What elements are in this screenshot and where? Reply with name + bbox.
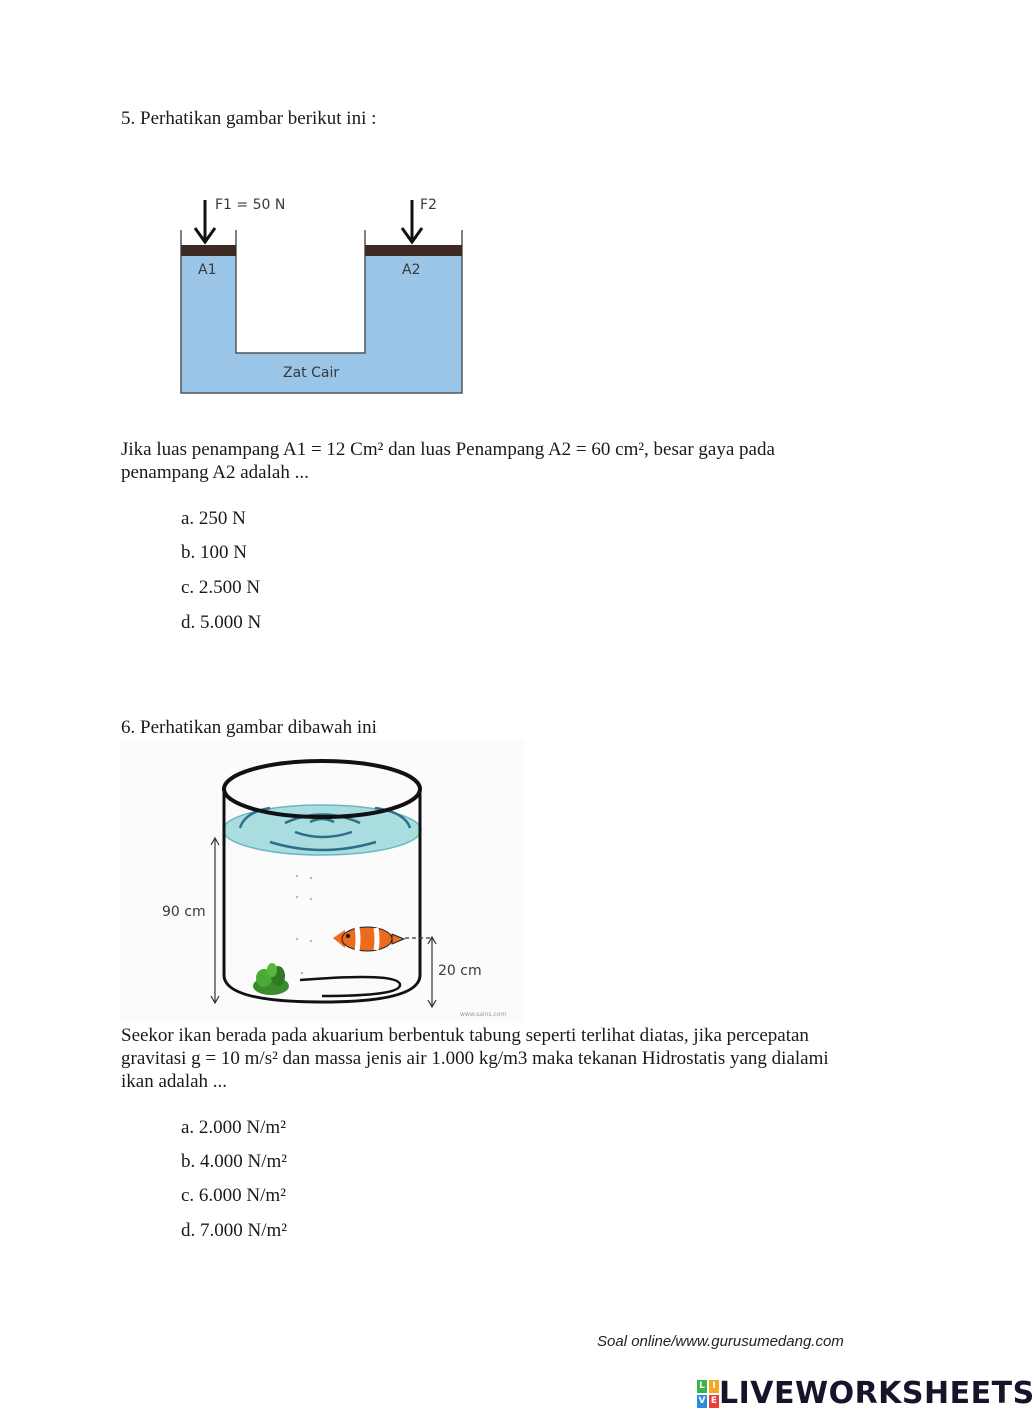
label-height-total: 90 cm — [162, 904, 206, 920]
q5-option-c[interactable]: c. 2.500 N — [181, 577, 261, 598]
q6-option-c[interactable]: c. 6.000 N/m² — [181, 1185, 286, 1206]
question-5-title: 5. Perhatikan gambar berikut ini : — [121, 108, 377, 129]
question-5-text-line-2: penampang A2 adalah ... — [121, 462, 309, 483]
container-divider — [236, 230, 365, 353]
label-f1: F1 = 50 N — [215, 197, 286, 213]
piston-a1 — [181, 245, 236, 256]
label-height-fish: 20 cm — [438, 963, 482, 979]
label-a2: A2 — [402, 262, 421, 278]
badge-letter-i: I — [709, 1380, 719, 1393]
piston-a2 — [365, 245, 462, 256]
q5-option-a[interactable]: a. 250 N — [181, 508, 246, 529]
question-5-text-line-1: Jika luas penampang A1 = 12 Cm² dan luas Penampang A2 = 60 cm², besar gaya pada — [121, 439, 775, 460]
q6-option-d[interactable]: d. 7.000 N/m² — [181, 1220, 287, 1241]
label-a1: A1 — [198, 262, 217, 278]
force-f2-arrow — [402, 200, 422, 242]
q5-option-d[interactable]: d. 5.000 N — [181, 612, 262, 633]
question-6-title: 6. Perhatikan gambar dibawah ini — [121, 717, 377, 738]
label-fluid: Zat Cair — [283, 365, 340, 381]
q6-option-b[interactable]: b. 4.000 N/m² — [181, 1151, 287, 1172]
source-footer: Soal online/www.gurusumedang.com — [597, 1333, 844, 1350]
question-6-text-line-1: Seekor ikan berada pada akuarium berbentuk tabung seperti terlihat diatas, jika percepatan — [121, 1025, 809, 1046]
label-f2: F2 — [420, 197, 437, 213]
aquarium-background — [120, 740, 525, 1022]
q5-option-b[interactable]: b. 100 N — [181, 542, 247, 563]
question-6-text-line-3: ikan adalah ... — [121, 1071, 228, 1092]
badge-letter-e: E — [710, 1396, 718, 1406]
liveworksheets-logo[interactable] — [697, 1376, 1035, 1412]
force-f1-arrow — [195, 200, 215, 242]
badge-letter-l: L — [697, 1380, 707, 1393]
q6-option-a[interactable]: a. 2.000 N/m² — [181, 1117, 286, 1138]
diagram-watermark: www.sains.com — [460, 1011, 507, 1018]
liveworksheets-badge-icon — [697, 1380, 719, 1408]
question-6-text-line-2: gravitasi g = 10 m/s² dan massa jenis air 1.000 kg/m3 maka tekanan Hidrostatis yang dialami — [121, 1048, 829, 1069]
badge-letter-v: V — [698, 1396, 706, 1406]
aquarium-diagram — [120, 740, 525, 1022]
hydraulic-press-diagram — [170, 190, 470, 400]
liveworksheets-wordmark: LIVEWORKSHEETS — [719, 1376, 1035, 1411]
